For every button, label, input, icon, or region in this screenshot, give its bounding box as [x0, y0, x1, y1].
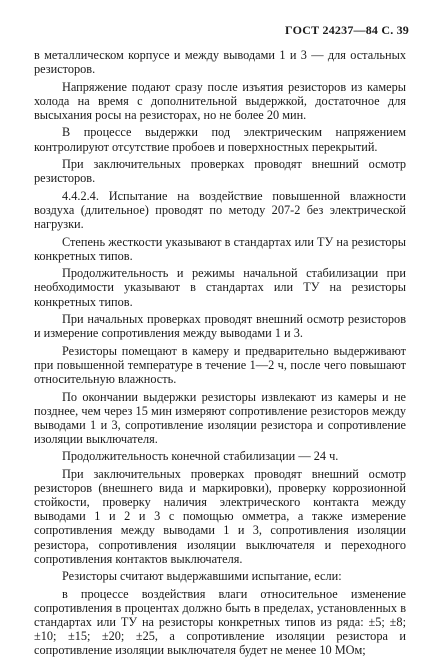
paragraph: Резисторы помещают в камеру и предварительно выдерживают при повышенной температуре в течение 1—2 ч, после чего повышают относительную влажность. — [34, 343, 406, 386]
body-text — [34, 48, 406, 661]
page-header: ГОСТ 24237—84 С. 39 — [285, 23, 409, 37]
paragraph: в процессе воздействия влаги относительное изменение сопротивления в процентах должно быть в пределах, установленных в стандартах или ТУ на резисторы конкретных типов из ряда: ±5; ±8; ±10; ±15; ±20; ±25, а сопротивление изоляции резистора и сопротивление изоляции выключателя будет не менее 10 МОм; — [34, 586, 406, 658]
paragraph: Резисторы считают выдержавшими испытание, если: — [62, 569, 342, 584]
paragraph: Продолжительность и режимы начальной стабилизации при необходимости указывают в стандартах или ТУ на резисторы конкретных типов. — [34, 266, 406, 309]
paragraph: Продолжительность конечной стабилизации — 24 ч. — [62, 449, 339, 464]
section-paragraph: 4.4.2.4. Испытание на воздействие повышенной влажности воздуха (длительное) проводят по методу 207-2 без электрической нагрузки. — [34, 188, 406, 232]
paragraph: в металлическом корпусе и между выводами 1 и 3 — для остальных резисторов. — [34, 48, 406, 77]
paragraph: В процессе выдержки под электрическим напряжением контролируют отсутствие пробоев и поверхностных перекрытий. — [34, 125, 406, 154]
paragraph: При заключительных проверках проводят внешний осмотр резисторов (внешнего вида и маркировки), проверку коррозионной стойкости, проверку наличия электрического контакта между выводами 1 и 2 и 3 с помощью омметра, а также измерение сопротивления между выводами 1 и 3, сопротивления изоляции резистора, сопротивления изоляции выключателя и переходного сопротивления контактов выключателя. — [34, 467, 406, 566]
paragraph: При заключительных проверках проводят внешний осмотр резисторов. — [34, 157, 406, 186]
paragraph: При начальных проверках проводят внешний осмотр резисторов и измерение сопротивления между выводами 1 и 3. — [34, 312, 406, 341]
paragraph: Напряжение подают сразу после изъятия резисторов из камеры холода на время с дополнительной выдержкой, достаточное для высыхания росы на резисторах, но не более 20 мин. — [34, 79, 406, 122]
paragraph: Степень жесткости указывают в стандартах или ТУ на резисторы конкретных типов. — [34, 234, 406, 263]
paragraph: По окончании выдержки резисторы извлекают из камеры и не позднее, чем через 15 мин измеряют сопротивление резисторов между выводами 1 и 3, сопротивление изоляции резистора и сопротивление изоляции выключателя. — [34, 389, 406, 446]
